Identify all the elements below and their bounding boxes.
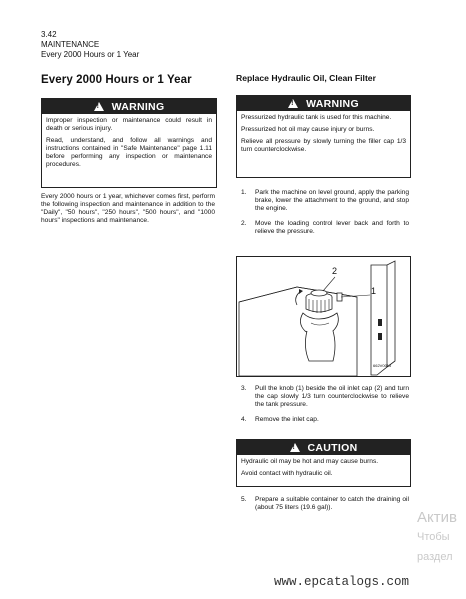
- watermark-line-3: раздел: [417, 551, 453, 563]
- watermark-line-2: Чтобы: [417, 531, 450, 543]
- step-2-text: Move the loading control lever back and forth to relieve the pressure.: [255, 220, 409, 235]
- left-warning-text-2: Read, understand, and follow all warnings and instructions contained in "Safe Maintenance" page 1.11 before performing any inspection or maintenance procedures.: [46, 137, 212, 168]
- section-title: MAINTENANCE: [41, 40, 100, 49]
- step-3-number: 3.: [241, 385, 247, 392]
- subsection-title: Every 2000 Hours or 1 Year: [41, 50, 140, 59]
- left-warning-bar: [42, 99, 216, 114]
- step-1-number: 1.: [241, 189, 247, 196]
- caution-box: [236, 439, 411, 487]
- step-2: [241, 220, 409, 236]
- step-4-number: 4.: [241, 416, 247, 423]
- figure-callout-2: 2: [332, 266, 338, 276]
- watermark-line-1: Актив: [417, 509, 457, 526]
- caution-bar: [237, 440, 410, 455]
- figure-callout-1: 1: [371, 286, 377, 296]
- tank-illustration: [237, 257, 410, 376]
- right-warning-text-3: Relieve all pressure by slowly turning the filler cap 1/3 turn counterclockwise.: [241, 138, 406, 153]
- right-warning-box: [236, 95, 411, 178]
- right-warning-bar: [237, 96, 410, 111]
- warning-triangle-icon: !: [94, 102, 104, 111]
- caution-text-2: Avoid contact with hydraulic oil.: [241, 470, 333, 477]
- step-4-text: Remove the inlet cap.: [255, 416, 319, 423]
- step-3-text: Pull the knob (1) beside the oil inlet cap (2) and turn the cap slowly 1/3 turn counterclockwise to relieve the tank pressure.: [255, 385, 409, 408]
- right-warning-title: WARNING: [306, 97, 359, 110]
- step-5: [241, 496, 409, 512]
- step-1: [241, 189, 409, 213]
- steps-list-c: [241, 496, 409, 512]
- steps-list-b: [241, 385, 409, 424]
- left-body-text: Every 2000 hours or 1 year, whichever comes first, perform the following inspection and maintenance in addition to the "Daily", "50 hours", "250 hours", "500 hours", and "1000 hours" inspections and maintenance.: [41, 193, 215, 224]
- step-5-text: Prepare a suitable container to catch the draining oil (about 75 liters (19.6 gal)).: [255, 496, 409, 511]
- right-warning-text-1: Pressurized hydraulic tank is used for this machine.: [241, 114, 392, 121]
- page-number: 3.42: [41, 30, 57, 39]
- step-3: [241, 385, 409, 409]
- caution-text-1: Hydraulic oil may be hot and may cause burns.: [241, 458, 379, 465]
- site-url: www.epcatalogs.com: [274, 575, 410, 589]
- right-warning-text-2: Pressurized hot oil may cause injury or burns.: [241, 126, 375, 133]
- left-heading: Every 2000 Hours or 1 Year: [41, 74, 192, 86]
- caution-triangle-icon: !: [290, 443, 300, 452]
- right-heading: Replace Hydraulic Oil, Clean Filter: [236, 73, 376, 83]
- figure-code: 662V0015: [373, 363, 392, 368]
- steps-list-a: [241, 189, 409, 236]
- left-warning-text-1: Improper inspection or maintenance could result in death or serious injury.: [46, 117, 212, 132]
- step-4: [241, 416, 409, 424]
- step-5-number: 5.: [241, 496, 247, 503]
- step-2-number: 2.: [241, 220, 247, 227]
- step-1-text: Park the machine on level ground, apply the parking brake, lower the attachment to the ground, and stop the engine.: [255, 189, 409, 212]
- caution-title: CAUTION: [307, 441, 358, 454]
- left-warning-box: [41, 98, 217, 188]
- warning-triangle-icon: !: [288, 99, 298, 108]
- hydraulic-tank-figure: [236, 256, 411, 377]
- left-warning-title: WARNING: [111, 100, 165, 113]
